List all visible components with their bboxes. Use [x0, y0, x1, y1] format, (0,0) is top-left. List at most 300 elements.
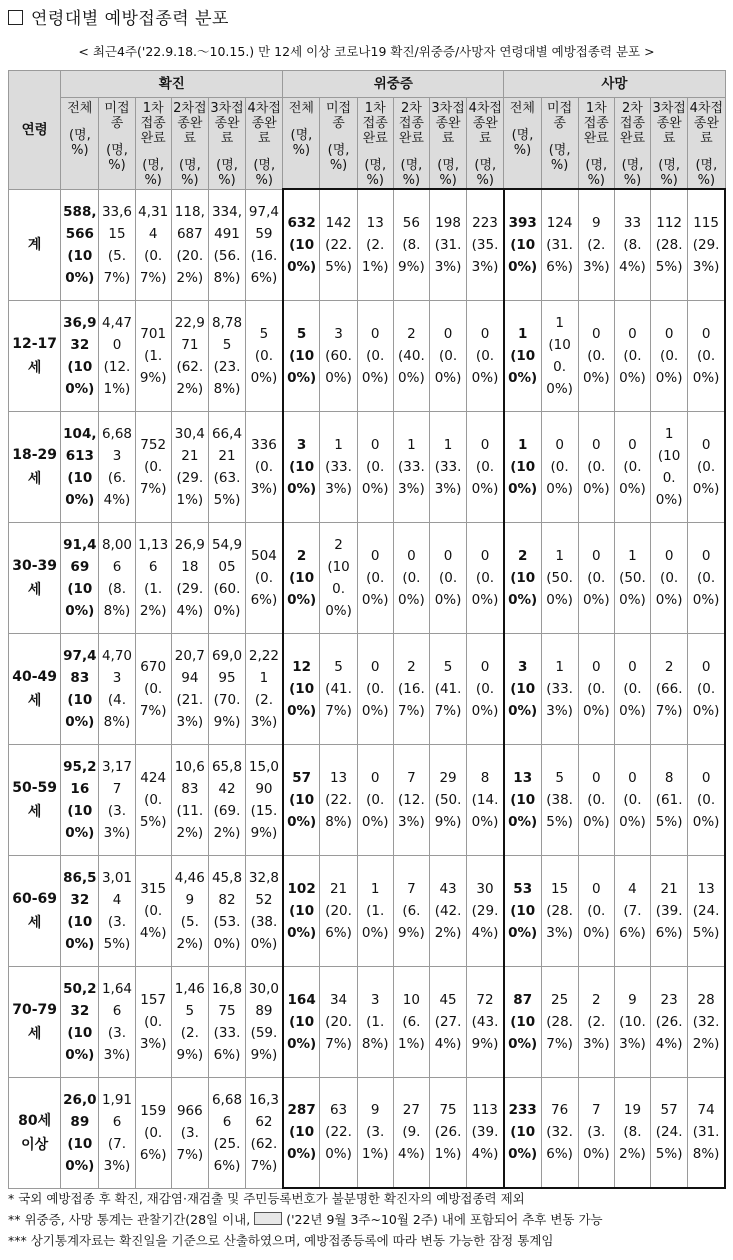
percent-value: (100%) [65, 913, 95, 952]
severe-cell [467, 855, 504, 966]
percent-value: (0.0%) [546, 458, 573, 497]
column-header [320, 98, 357, 190]
count-value: 0 [664, 547, 674, 564]
percent-value: (0.0%) [619, 791, 646, 830]
count-value: 54,905 [211, 536, 243, 575]
count-value: 164 [287, 991, 316, 1008]
column-unit: (명, %) [474, 158, 497, 188]
percent-value: (100%) [508, 569, 538, 608]
percent-value: (20.7%) [325, 1013, 352, 1052]
count-value: 22,971 [174, 314, 205, 353]
percent-value: (100.0%) [655, 447, 683, 508]
percent-value: (100%) [508, 347, 538, 386]
severe-cell [467, 189, 504, 300]
percent-value: (2.3%) [582, 236, 610, 275]
table-row [9, 411, 726, 522]
percent-value: (24.5%) [655, 1124, 683, 1163]
column-header [171, 98, 208, 190]
percent-value: (60.0%) [325, 347, 352, 386]
death-cell [651, 633, 688, 744]
count-value: 0 [370, 325, 380, 342]
percent-value: (10.3%) [619, 1013, 646, 1052]
count-value: 5 [555, 769, 564, 786]
death-cell [688, 1077, 725, 1188]
column-label: 3차접종완료 [210, 101, 244, 146]
count-value: 20,794 [174, 647, 205, 686]
count-value: 32,852 [248, 869, 279, 908]
placeholder-box-icon [254, 1212, 282, 1225]
death-cell [578, 744, 614, 855]
confirmed-cell [135, 1077, 171, 1188]
count-value: 74 [697, 1102, 715, 1119]
column-unit: (명, %) [621, 158, 644, 188]
severe-cell [320, 744, 357, 855]
percent-value: (1.0%) [361, 902, 389, 941]
count-value: 57 [660, 1102, 678, 1119]
severe-cell [429, 966, 466, 1077]
count-value: 53 [513, 880, 533, 897]
severe-cell [283, 300, 320, 411]
confirmed-cell [246, 189, 283, 300]
age-cell: 계 [9, 189, 61, 300]
count-value: 424 [140, 769, 167, 786]
death-cell [651, 855, 688, 966]
table-row [9, 633, 726, 744]
column-label: 2차접종완료 [398, 101, 424, 146]
death-cell [614, 411, 650, 522]
count-value: 72 [476, 991, 494, 1008]
count-value: 63 [329, 1102, 348, 1119]
count-value: 0 [370, 769, 380, 786]
count-value: 7 [591, 1102, 601, 1119]
count-value: 4,470 [101, 314, 133, 353]
column-label: 4차접종완료 [247, 101, 281, 146]
percent-value: (0.0%) [692, 569, 720, 608]
column-label: 전체 [509, 101, 535, 116]
count-value: 5 [259, 325, 269, 342]
percent-value: (100%) [508, 458, 538, 497]
percent-value: (29.4%) [471, 902, 499, 941]
footnotes [8, 1188, 603, 1251]
count-value: 0 [480, 325, 490, 342]
percent-value: (0.0%) [361, 347, 389, 386]
column-header [208, 98, 245, 190]
count-value: 0 [480, 658, 490, 675]
column-header [246, 98, 283, 190]
percent-value: (100%) [508, 902, 538, 941]
percent-value: (33.3%) [325, 458, 352, 497]
table-row [9, 189, 726, 300]
percent-value: (43.9%) [471, 1013, 499, 1052]
percent-value: (0.0%) [619, 347, 646, 386]
column-label: 3차접종완료 [652, 101, 686, 146]
death-cell [504, 189, 541, 300]
table-row [9, 522, 726, 633]
percent-value: (7.3%) [103, 1135, 131, 1174]
column-label: 1차접종완료 [583, 101, 609, 146]
percent-value: (6.9%) [398, 902, 425, 941]
count-value: 588,566 [63, 203, 97, 242]
count-value: 0 [701, 547, 711, 564]
confirmed-cell [171, 411, 208, 522]
count-value: 7 [407, 769, 416, 786]
severe-cell [393, 300, 429, 411]
percent-value: (24.5%) [692, 902, 720, 941]
count-value: 30 [476, 880, 494, 897]
count-value: 75 [439, 1102, 457, 1119]
percent-value: (3.3%) [103, 1024, 131, 1063]
count-value: 2 [407, 658, 416, 675]
death-cell [688, 189, 725, 300]
death-cell [578, 411, 614, 522]
percent-value: (100%) [287, 791, 317, 830]
percent-value: (100%) [287, 458, 317, 497]
column-unit: (명, %) [437, 158, 459, 188]
severe-cell [429, 300, 466, 411]
percent-value: (35.3%) [471, 236, 499, 275]
severe-cell [429, 411, 466, 522]
percent-value: (33.6%) [213, 1024, 241, 1063]
count-value: 25 [551, 991, 569, 1008]
column-header [429, 98, 466, 190]
percent-value: (15.9%) [250, 802, 278, 841]
count-value: 19 [623, 1102, 642, 1119]
percent-value: (1.8%) [361, 1013, 389, 1052]
confirmed-cell [135, 744, 171, 855]
count-value: 3,014 [101, 869, 133, 908]
percent-value: (0.0%) [692, 347, 720, 386]
percent-value: (28.3%) [546, 902, 573, 941]
count-value: 16,362 [248, 1091, 279, 1130]
confirmed-cell [246, 522, 283, 633]
count-value: 393 [508, 214, 537, 231]
count-value: 45,882 [211, 869, 243, 908]
count-value: 159 [140, 1102, 167, 1119]
death-cell [504, 966, 541, 1077]
count-value: 15,090 [248, 758, 279, 797]
count-value: 57 [292, 769, 312, 786]
count-value: 966 [176, 1102, 203, 1119]
percent-value: (0.3%) [250, 458, 278, 497]
column-unit: (명, %) [327, 143, 350, 173]
count-value: 0 [443, 547, 453, 564]
count-value: 102 [287, 880, 316, 897]
percent-value: (7.6%) [619, 902, 646, 941]
count-value: 30,089 [248, 980, 279, 1019]
table-row [9, 1077, 726, 1188]
percent-value: (100%) [287, 236, 317, 275]
count-value: 632 [287, 214, 316, 231]
confirmed-cell [171, 966, 208, 1077]
confirmed-cell [61, 633, 99, 744]
severe-cell [393, 189, 429, 300]
count-value: 2 [664, 658, 674, 675]
percent-value: (8.9%) [398, 236, 425, 275]
severe-cell [283, 522, 320, 633]
table-row [9, 300, 726, 411]
percent-value: (14.0%) [471, 791, 499, 830]
percent-value: (100%) [65, 1024, 95, 1063]
percent-value: (100.0%) [325, 558, 352, 619]
percent-value: (0.5%) [139, 791, 167, 830]
death-cell [578, 522, 614, 633]
confirmed-cell [135, 966, 171, 1077]
count-value: 198 [435, 214, 461, 231]
death-cell [541, 633, 578, 744]
column-unit: (명, %) [400, 158, 423, 188]
count-value: 233 [508, 1102, 537, 1119]
death-cell [504, 300, 541, 411]
severe-cell [393, 744, 429, 855]
count-value: 1 [407, 436, 416, 453]
severe-cell [357, 411, 393, 522]
death-cell [614, 1077, 650, 1188]
percent-value: (3.7%) [176, 1124, 204, 1163]
count-value: 1 [555, 658, 564, 675]
confirmed-cell [135, 189, 171, 300]
severe-cell [320, 855, 357, 966]
percent-value: (100%) [65, 580, 95, 619]
percent-value: (26.1%) [434, 1124, 462, 1163]
death-cell [578, 189, 614, 300]
count-value: 1 [443, 436, 453, 453]
count-value: 10,683 [174, 758, 205, 797]
count-value: 1 [517, 325, 528, 342]
percent-value: (0.6%) [250, 569, 278, 608]
count-value: 45 [439, 991, 457, 1008]
confirmed-cell [61, 744, 99, 855]
column-header [135, 98, 171, 190]
count-value: 104,613 [63, 425, 97, 464]
column-unit: (명, %) [695, 158, 718, 188]
count-value: 30,421 [174, 425, 205, 464]
severe-cell [467, 633, 504, 744]
severe-cell [429, 744, 466, 855]
confirmed-cell [171, 522, 208, 633]
severe-cell [393, 411, 429, 522]
column-header [651, 98, 688, 190]
confirmed-cell [246, 300, 283, 411]
count-value: 1 [334, 436, 343, 453]
severe-cell [283, 1077, 320, 1188]
count-value: 1,916 [101, 1091, 133, 1130]
percent-value: (0.0%) [471, 569, 499, 608]
confirmed-cell [135, 855, 171, 966]
confirmed-cell [208, 522, 245, 633]
column-label: 4차접종완료 [689, 101, 724, 146]
death-cell [504, 633, 541, 744]
count-value: 6,683 [101, 425, 133, 464]
count-value: 65,842 [211, 758, 243, 797]
percent-value: (56.8%) [213, 247, 241, 286]
death-cell [614, 633, 650, 744]
severe-cell [429, 855, 466, 966]
percent-value: (29.1%) [176, 469, 204, 508]
percent-value: (20.6%) [325, 902, 352, 941]
severe-cell [320, 300, 357, 411]
count-value: 0 [591, 547, 601, 564]
percent-value: (29.3%) [692, 236, 720, 275]
percent-value: (50.0%) [619, 569, 646, 608]
age-cell: 50-59세 [9, 744, 61, 855]
death-cell [504, 1077, 541, 1188]
confirmed-cell [208, 1077, 245, 1188]
count-value: 315 [140, 880, 167, 897]
age-header: 연령 [9, 71, 61, 190]
count-value: 36,932 [63, 314, 97, 353]
percent-value: (33.3%) [546, 680, 573, 719]
severe-cell [357, 300, 393, 411]
severe-cell [320, 1077, 357, 1188]
confirmed-cell [171, 300, 208, 411]
percent-value: (16.7%) [398, 680, 425, 719]
death-cell [578, 1077, 614, 1188]
death-cell [504, 411, 541, 522]
percent-value: (33.3%) [434, 458, 462, 497]
percent-value: (8.2%) [619, 1124, 646, 1163]
confirmed-cell [246, 744, 283, 855]
confirmed-cell [208, 411, 245, 522]
age-cell: 12-17세 [9, 300, 61, 411]
death-cell [578, 966, 614, 1077]
severe-cell [320, 966, 357, 1077]
column-unit: (명, %) [68, 128, 91, 158]
column-header [614, 98, 650, 190]
count-value: 3 [296, 436, 307, 453]
percent-value: (100%) [508, 791, 538, 830]
percent-value: (0.0%) [398, 569, 425, 608]
confirmed-cell [246, 1077, 283, 1188]
percent-value: (0.0%) [471, 347, 499, 386]
count-value: 3 [370, 991, 380, 1008]
count-value: 504 [251, 547, 277, 564]
column-label: 전체 [67, 101, 93, 116]
column-label: 1차접종완료 [362, 101, 388, 146]
death-cell [541, 966, 578, 1077]
percent-value: (5.2%) [176, 913, 204, 952]
percent-value: (20.2%) [176, 247, 204, 286]
count-value: 13 [697, 880, 715, 897]
percent-value: (100%) [65, 358, 95, 397]
percent-value: (2.3%) [250, 691, 278, 730]
percent-value: (0.0%) [582, 902, 610, 941]
percent-value: (22.8%) [325, 791, 352, 830]
count-value: 1,646 [101, 980, 133, 1019]
count-value: 5 [334, 658, 343, 675]
percent-value: (3.3%) [103, 802, 131, 841]
percent-value: (21.3%) [176, 691, 204, 730]
count-value: 13 [366, 214, 384, 231]
death-cell [688, 744, 725, 855]
severe-cell [429, 522, 466, 633]
percent-value: (100%) [65, 247, 95, 286]
percent-value: (66.7%) [655, 680, 683, 719]
death-cell [688, 966, 725, 1077]
percent-value: (0.0%) [361, 680, 389, 719]
death-cell [651, 966, 688, 1077]
count-value: 336 [251, 436, 277, 453]
percent-value: (2.1%) [361, 236, 389, 275]
death-cell [651, 300, 688, 411]
count-value: 2 [407, 325, 416, 342]
percent-value: (27.4%) [434, 1013, 462, 1052]
count-value: 97,483 [63, 647, 97, 686]
percent-value: (3.1%) [361, 1124, 389, 1163]
death-cell [614, 966, 650, 1077]
column-header [467, 98, 504, 190]
percent-value: (1.2%) [139, 580, 167, 619]
percent-value: (0.0%) [361, 791, 389, 830]
confirmed-cell [208, 633, 245, 744]
count-value: 21 [660, 880, 678, 897]
severe-cell [320, 522, 357, 633]
count-value: 113 [472, 1102, 498, 1119]
death-cell [541, 189, 578, 300]
confirmed-cell [208, 300, 245, 411]
severe-cell [357, 855, 393, 966]
column-unit: (명, %) [585, 158, 608, 188]
count-value: 9 [591, 214, 601, 231]
death-cell [578, 300, 614, 411]
count-value: 4,314 [138, 203, 169, 242]
table-row [9, 855, 726, 966]
count-value: 86,532 [63, 869, 97, 908]
percent-value: (100%) [65, 469, 95, 508]
column-header [61, 98, 99, 190]
count-value: 7 [407, 880, 416, 897]
percent-value: (4.8%) [103, 691, 131, 730]
percent-value: (11.2%) [176, 802, 204, 841]
percent-value: (100%) [65, 802, 95, 841]
confirmed-cell [171, 633, 208, 744]
severe-cell [357, 633, 393, 744]
percent-value: (100.0%) [546, 336, 573, 397]
column-unit: (명, %) [216, 158, 238, 188]
percent-value: (50.0%) [546, 569, 573, 608]
percent-value: (38.5%) [546, 791, 573, 830]
count-value: 0 [628, 436, 637, 453]
count-value: 8,006 [101, 536, 133, 575]
confirmed-cell [246, 411, 283, 522]
column-unit: (명, %) [548, 143, 571, 173]
percent-value: (0.0%) [655, 347, 683, 386]
count-value: 112 [656, 214, 683, 231]
death-cell [541, 411, 578, 522]
percent-value: (62.7%) [250, 1135, 278, 1174]
title-text: 연령대별 예방접종력 분포 [31, 9, 229, 29]
death-cell [688, 633, 725, 744]
percent-value: (6.1%) [398, 1013, 425, 1052]
confirmed-cell [61, 966, 99, 1077]
severe-cell [283, 411, 320, 522]
percent-value: (63.5%) [213, 469, 241, 508]
column-label: 미접종 [547, 101, 573, 131]
death-cell [541, 1077, 578, 1188]
age-cell: 30-39세 [9, 522, 61, 633]
severe-cell [283, 633, 320, 744]
column-header [393, 98, 429, 190]
column-label: 2차접종완료 [173, 101, 207, 146]
death-cell [541, 855, 578, 966]
count-value: 16,875 [211, 980, 243, 1019]
count-value: 2 [334, 536, 343, 553]
count-value: 0 [591, 769, 601, 786]
column-header [688, 98, 725, 190]
count-value: 26,089 [63, 1091, 97, 1130]
percent-value: (1.9%) [139, 347, 167, 386]
column-header [541, 98, 578, 190]
confirmed-cell [99, 744, 135, 855]
